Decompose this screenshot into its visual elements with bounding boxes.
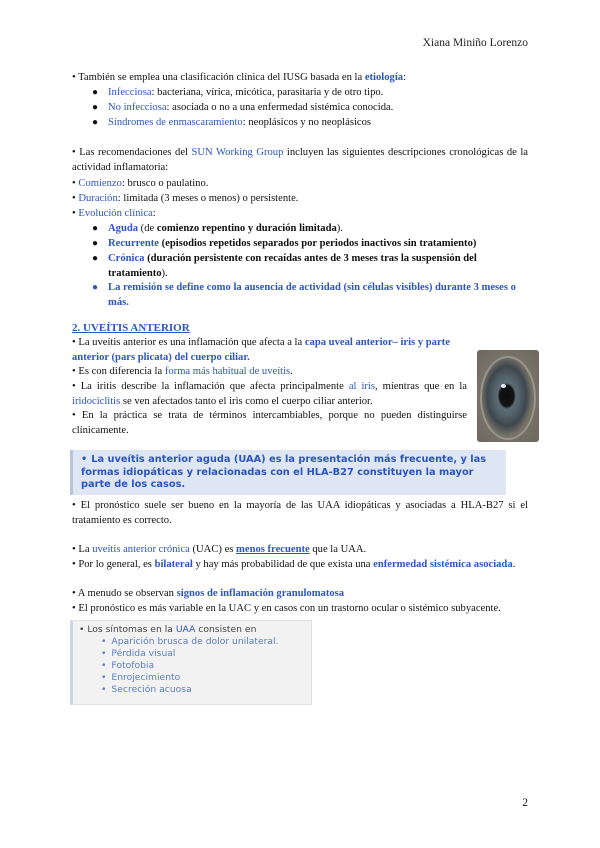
bullet-icon: ● bbox=[92, 102, 99, 113]
text-span: ). bbox=[336, 223, 343, 234]
page-number: 2 bbox=[522, 797, 528, 809]
keyword-iridociclitis: iridociclitis bbox=[72, 395, 121, 407]
list-item bbox=[92, 116, 528, 131]
list-item bbox=[92, 222, 528, 237]
text-span: . bbox=[290, 366, 293, 377]
text-span: : limitada (3 meses o menos) o persistente. bbox=[117, 193, 299, 204]
list-item bbox=[92, 101, 528, 116]
term-duracion: Duración bbox=[78, 193, 118, 204]
section-title: 2. UVEÍTIS ANTERIOR bbox=[72, 322, 190, 334]
text-span: • También se emplea una clasificación clínica del IUSG basada en la bbox=[72, 72, 365, 83]
text-span: • Por lo general, es bbox=[72, 559, 155, 570]
symptom-item bbox=[79, 660, 305, 672]
text-span: . bbox=[512, 559, 516, 570]
text-span: que la UAA. bbox=[309, 544, 367, 555]
text-span: se ven afectados tanto el iris como el cuerpo ciliar anterior. bbox=[120, 395, 373, 407]
granulomatosa-line bbox=[72, 587, 528, 602]
text-span: • A menudo se observan bbox=[72, 588, 177, 599]
text-span: • La iritis describe la inflamación que afecta principalmente bbox=[72, 381, 349, 392]
bullet-icon: • bbox=[101, 672, 107, 683]
bullet-icon: ● bbox=[92, 117, 99, 128]
text-span: , mientras que en la bbox=[374, 381, 467, 392]
bullet-icon: ● bbox=[92, 223, 99, 234]
forma-line bbox=[72, 365, 467, 380]
text-span: • La uveítis anterior es una inflamación que afecta a la bbox=[72, 337, 305, 348]
author-header: Xiana Miniño Lorenzo bbox=[422, 37, 528, 49]
text-span: comienzo repentino y duración limitada bbox=[156, 223, 337, 234]
item-text: : neoplásicos y no neoplásicos bbox=[242, 117, 372, 128]
symptom-text: Fotofobia bbox=[111, 660, 155, 671]
eye-image bbox=[477, 350, 539, 442]
term-aguda: Aguda bbox=[108, 223, 139, 234]
text-span: consisten en bbox=[195, 624, 257, 635]
practica-line: • En la práctica se trata de términos intercambiables, porque no pueden distinguirse clínicamente. bbox=[72, 410, 467, 436]
bullet-icon: ● bbox=[92, 238, 99, 249]
text-span: (de bbox=[138, 223, 157, 234]
text-span: ). bbox=[161, 267, 168, 279]
bilateral-line bbox=[72, 558, 528, 573]
iritis-line bbox=[72, 380, 467, 409]
sun-intro bbox=[72, 146, 528, 175]
duracion-line: • Duración: limitada (3 meses o menos) o persistente. bbox=[72, 193, 299, 204]
text-span: (duración persistente con recaídas antes de 3 meses tras la suspensión del tratamiento bbox=[108, 253, 477, 279]
item-term: No infecciosa bbox=[108, 102, 167, 113]
keyword-granulomatosa: signos de inflamación granulomatosa bbox=[176, 588, 345, 599]
list-item bbox=[92, 237, 528, 252]
definition-line bbox=[72, 336, 467, 365]
term-cronica: Crónica bbox=[108, 253, 145, 264]
eye-glint bbox=[501, 384, 506, 388]
text-span: y hay más probabilidad de que exista una bbox=[192, 559, 374, 570]
text-span: : bbox=[403, 72, 407, 83]
symptom-text: Enrojecimiento bbox=[111, 672, 181, 683]
symptoms-box bbox=[70, 620, 312, 705]
item-text: : asociada o no a una enfermedad sistémica conocida. bbox=[166, 102, 394, 113]
text-span: • Es con diferencia la bbox=[72, 366, 165, 377]
list-item bbox=[92, 86, 528, 101]
bullet-icon: ● bbox=[92, 282, 99, 293]
bullet-icon: ● bbox=[92, 253, 99, 264]
bullet-icon: ● bbox=[92, 87, 99, 98]
text-span: : brusco o paulatino. bbox=[121, 178, 209, 189]
term-recurrente: Recurrente bbox=[108, 238, 159, 249]
keyword-bilateral: bilateral bbox=[154, 559, 193, 570]
symptom-item bbox=[79, 672, 305, 684]
bullet-icon: • bbox=[101, 684, 107, 695]
symptom-item bbox=[79, 684, 305, 696]
symptom-text: Pérdida visual bbox=[111, 648, 176, 659]
comienzo-line: • Comienzo: brusco o paulatino. bbox=[72, 178, 209, 189]
text-span: : bbox=[152, 208, 156, 219]
keyword-forma: forma más habitual de uveítis bbox=[164, 366, 291, 377]
uac-line bbox=[72, 543, 528, 558]
symptom-item bbox=[79, 648, 305, 660]
term-comienzo: Comienzo bbox=[78, 178, 122, 189]
callout-box bbox=[70, 450, 506, 495]
bullet-icon: • bbox=[101, 660, 107, 671]
keyword-sun: SUN Working Group bbox=[191, 147, 284, 158]
etiologia-intro bbox=[72, 71, 528, 86]
remision-text: La remisión se define como la ausencia de actividad (sin células visibles) durante 3 meses o más. bbox=[108, 282, 516, 308]
symptom-text: Aparición brusca de dolor unilateral. bbox=[111, 636, 279, 647]
symptoms-intro: • Los síntomas en la UAA consisten en bbox=[79, 624, 257, 635]
keyword-enfermedad: enfermedad sistémica asociada bbox=[373, 559, 513, 570]
text-span: • La bbox=[72, 544, 93, 555]
item-term: Síndromes de enmascaramiento bbox=[108, 117, 243, 128]
keyword-capa-uveal: capa uveal anterior– iris y parte anterior (pars plicata) del cuerpo ciliar. bbox=[72, 337, 450, 363]
callout-text: La uveítis anterior aguda (UAA) es la presentación más frecuente, y las formas idiopáticas y relacionadas con el HLA-B27 constituyen la mayor parte de los casos. bbox=[81, 454, 487, 490]
symptom-item bbox=[79, 636, 305, 648]
item-term: Infecciosa bbox=[108, 87, 152, 98]
text-span: incluyen las siguientes descripciones cronológicas de la actividad inflamatoria: bbox=[72, 147, 528, 173]
pronostico-uac: • El pronóstico es más variable en la UAC y en casos con un trastorno ocular o sistémico subyacente. bbox=[72, 603, 501, 614]
text-span: (episodios repetidos separados por periodos inactivos sin tratamiento) bbox=[158, 238, 477, 249]
bullet-icon: • bbox=[101, 648, 107, 659]
bullet-icon: • bbox=[101, 636, 107, 647]
pronostico-uaa: • El pronóstico suele ser bueno en la mayoría de las UAA idiopáticas y asociadas a HLA-B27 si el tratamiento es correcto. bbox=[72, 500, 528, 526]
evolucion-line: • Evolución clínica: bbox=[72, 208, 156, 219]
text-span: (UAC) es bbox=[189, 544, 237, 555]
text-span: • Las recomendaciones del bbox=[72, 147, 192, 158]
eye-rim bbox=[480, 356, 536, 440]
keyword-uac: uveítis anterior crónica bbox=[92, 544, 190, 555]
list-item bbox=[92, 252, 528, 281]
item-text: : bacteriana, vírica, micótica, parasitaria y de otro tipo. bbox=[151, 87, 384, 98]
term-evolucion: Evolución clínica bbox=[78, 208, 153, 219]
list-item bbox=[92, 281, 528, 310]
bullet-icon: • bbox=[81, 454, 88, 465]
keyword-menos-frecuente: menos frecuente bbox=[236, 544, 310, 555]
text-span: Los síntomas en la bbox=[87, 624, 176, 635]
symptom-text: Secreción acuosa bbox=[111, 684, 192, 695]
keyword-iris: al iris bbox=[348, 381, 375, 392]
keyword-uaa: UAA bbox=[175, 624, 196, 635]
keyword-etiologia: etiología bbox=[364, 72, 404, 83]
